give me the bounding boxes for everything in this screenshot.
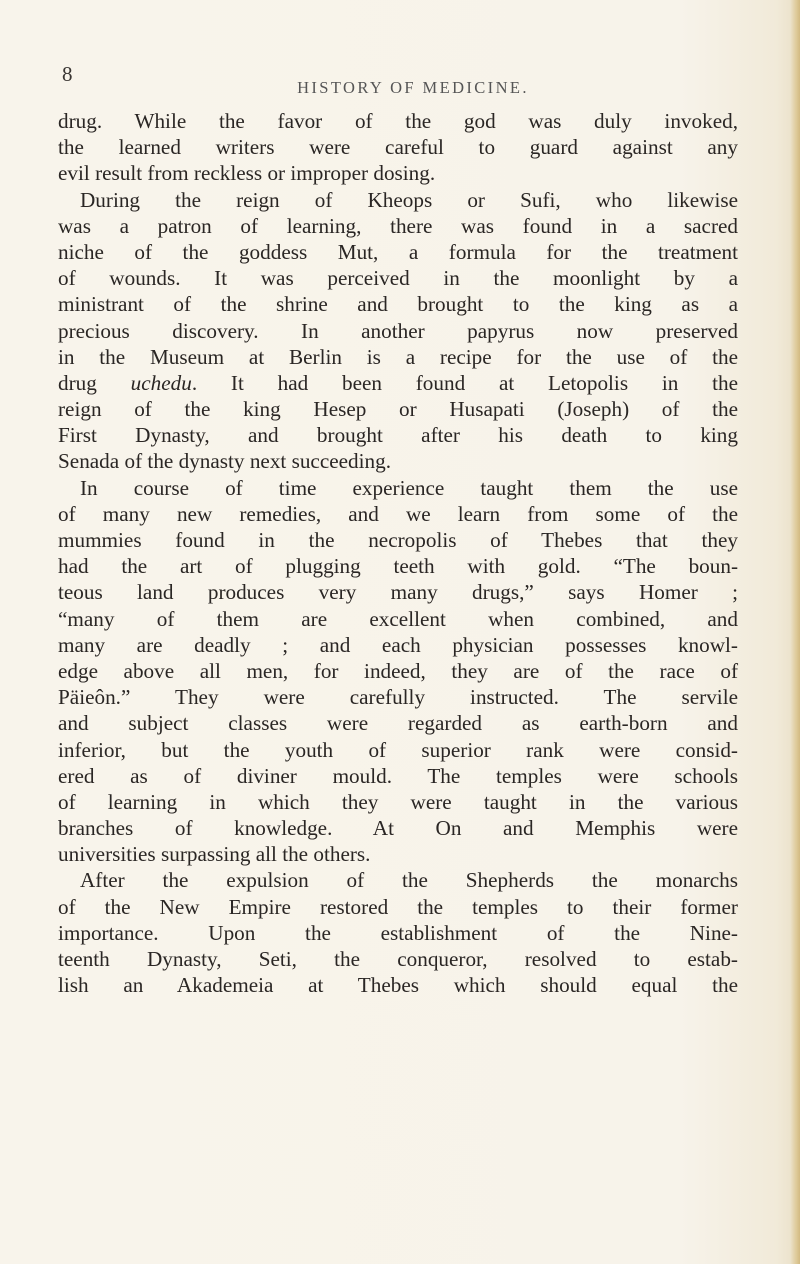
text-line: branches of knowledge. At On and Memphis were — [58, 816, 738, 841]
text-line: lish an Akademeia at Thebes which should equal the — [58, 973, 738, 998]
text-line: of wounds. It was perceived in the moonlight by a — [58, 266, 738, 291]
text-line: had the art of plugging teeth with gold. “The boun- — [58, 554, 738, 579]
text-line: many are deadly ; and each physician possesses knowl- — [58, 632, 738, 657]
text-line: ered as of diviner mould. The temples were schools — [58, 763, 738, 788]
text-line: in the Museum at Berlin is a recipe for the use of the — [58, 344, 738, 369]
text-line: precious discovery. In another papyrus now preserved — [58, 318, 738, 343]
text-line: Päieôn.” They were carefully instructed. The servile — [58, 685, 738, 710]
body-text — [58, 108, 738, 998]
text-line: universities surpassing all the others. — [58, 842, 371, 867]
page-edge-shadow — [790, 0, 800, 1264]
text-line: and subject classes were regarded as earth-born and — [58, 711, 738, 736]
text-line: drug. While the favor of the god was duly invoked, — [58, 109, 738, 133]
text-line: “many of them are excellent when combined, and — [58, 606, 738, 631]
text-line: of the New Empire restored the temples to their former — [58, 894, 738, 919]
text-line: evil result from reckless or improper dosing. — [58, 161, 436, 186]
text-line: Senada of the dynasty next succeeding. — [58, 449, 392, 474]
text-line: mummies found in the necropolis of Thebes that they — [58, 528, 738, 552]
text-line: the learned writers were careful to guard against any — [58, 135, 738, 160]
text-line: inferior, but the youth of superior rank were consid- — [58, 737, 738, 762]
text-line: First Dynasty, and brought after his death to king — [58, 423, 738, 448]
text-line: niche of the goddess Mut, a formula for the treatment — [58, 239, 738, 264]
text-line: drug uchedu. It had been found at Letopolis in the — [58, 370, 738, 395]
text-line: of many new remedies, and we learn from some of the — [58, 501, 738, 526]
text-line: reign of the king Hesep or Husapati (Joseph) of the — [58, 397, 738, 422]
text-line: In course of time experience taught them the use — [80, 475, 738, 500]
running-head: HISTORY OF MEDICINE. — [297, 78, 529, 97]
page-number: 8 — [62, 62, 73, 86]
text-line: importance. Upon the establishment of the Nine- — [58, 920, 738, 945]
text-line: teous land produces very many drugs,” says Homer ; — [58, 580, 738, 605]
text-line: During the reign of Kheops or Sufi, who likewise — [80, 187, 738, 212]
text-line: After the expulsion of the Shepherds the monarchs — [80, 868, 738, 893]
text-line: edge above all men, for indeed, they are of the race of — [58, 658, 738, 683]
text-line: of learning in which they were taught in the various — [58, 789, 738, 814]
text-line: teenth Dynasty, Seti, the conqueror, resolved to estab- — [58, 947, 738, 971]
italic-term: uchedu — [130, 370, 192, 395]
text-line: ministrant of the shrine and brought to the king as a — [58, 292, 738, 317]
text-line: was a patron of learning, there was found in a sacred — [58, 213, 738, 238]
